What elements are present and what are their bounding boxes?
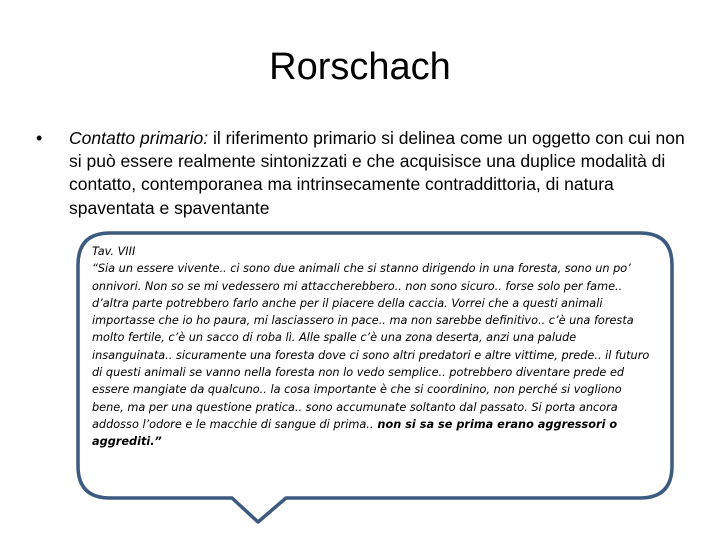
- callout-quote-bold: non si sa se prima erano aggressori o aggrediti.”: [92, 417, 618, 449]
- callout-quote-body: “Sia un essere vivente.. ci sono due animali che si stanno dirigendo in una foresta, sono un po’ onnivori. Non so se mi vedessero mi attaccherebbero.. non sono sicuro.. forse solo per fame.. d’altra parte potrebbero farlo anche per il piacere della caccia. Vorrei che a questi animali importasse che io ho paura, mi lasciassero in pace.. ma non sarebbe definitivo.. c’è una foresta molto fertile, c’è un sacco di roba lì. Alle spalle c’è una zona deserta, anzi una palude insanguinata.. sicuramente una foresta dove ci sono altri predatori e altre vittime, prede.. il futuro di questi animali se vanno nella foresta non lo vedo semplice.. potrebbero diventare prede ed essere mangiate da qualcuno.. la cosa importante è che si coordinino, non perché si vogliono bene, ma per una questione pratica.. sono accumunate soltanto dal passato. Si porta ancora addosso l’odore e le macchie di sangue di prima..: [92, 262, 650, 431]
- callout-quote: [92, 260, 657, 450]
- slide-title: Rorschach: [269, 46, 451, 88]
- callout-text: [92, 243, 657, 451]
- bullet-lead: Contatto primario:: [69, 128, 209, 148]
- callout-heading: Tav. VIII: [92, 245, 136, 258]
- bullet-dot-icon: •: [36, 128, 43, 148]
- bullet-body: il riferimento primario si delinea come un oggetto con cui non si può essere realmente sintonizzati e che acquisisce una duplice modalità di contatto, contemporanea ma intrinsecamente contraddittoria, di natura spaventata e spaventante: [69, 128, 685, 218]
